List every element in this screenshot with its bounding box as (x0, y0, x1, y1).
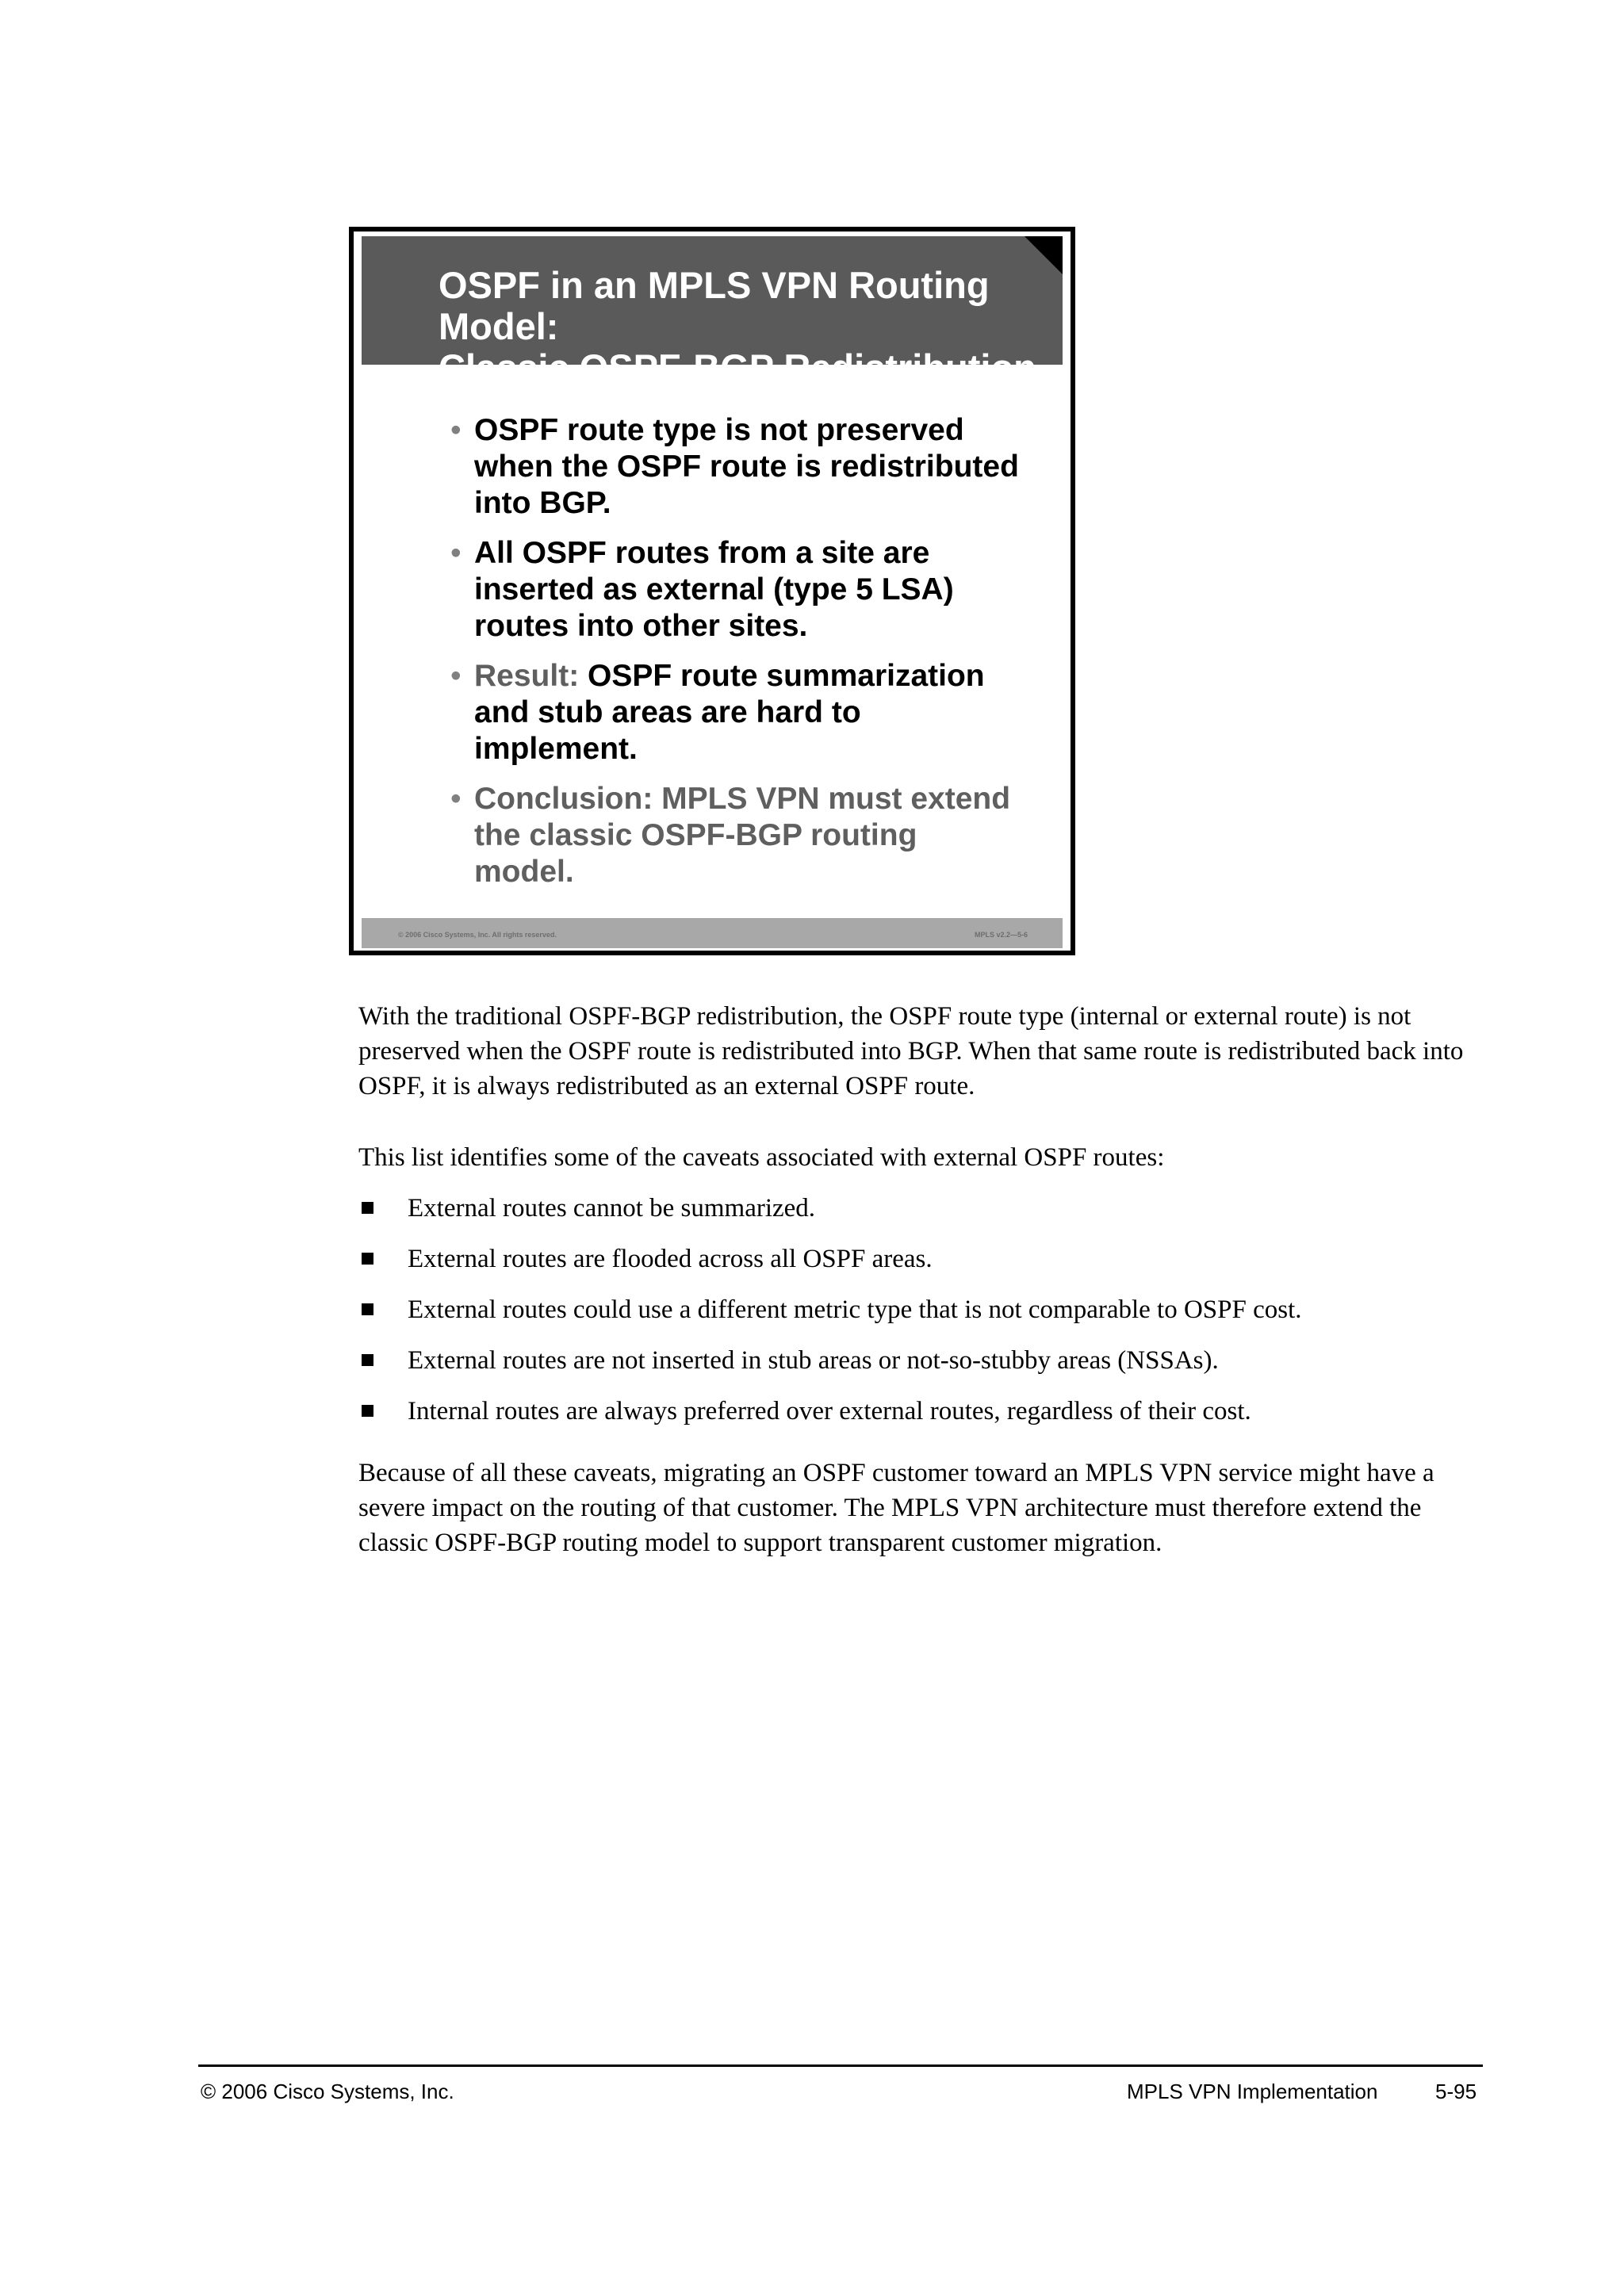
slide-footer (362, 918, 1063, 948)
footer-copyright: © 2006 Cisco Systems, Inc. (201, 2080, 454, 2103)
list-item (358, 1292, 1484, 1343)
bullet-dot: • (450, 659, 462, 693)
footer-page-number: 5-95 (1435, 2080, 1477, 2103)
slide-title (439, 265, 1057, 388)
slide-bullet-list (450, 412, 1021, 904)
slide-header (362, 236, 1063, 388)
slide-bullet (450, 781, 1021, 890)
slide-bullet-text: Conclusion: MPLS VPN must extend the classic OSPF-BGP routing model. (474, 782, 1011, 889)
square-bullet-icon (362, 1202, 373, 1214)
list-item-text: External routes are flooded across all OSPF areas. (408, 1245, 933, 1273)
slide-bullet-text: OSPF route type is not preserved when the OSPF route is redistributed into BGP. (474, 413, 1019, 520)
slide-bullet-text: OSPF route summarization and stub areas are hard to implement. (474, 659, 985, 766)
slide-title-line1: OSPF in an MPLS VPN Routing Model: (439, 264, 990, 347)
slide-bullet-text: All OSPF routes from a site are inserted as external (type 5 LSA) routes into other sites. (474, 536, 954, 643)
list-item-text: External routes cannot be summarized. (408, 1194, 816, 1223)
body-paragraph-list-intro: This list identifies some of the caveats associated with external OSPF routes: (358, 1143, 1165, 1172)
list-item (358, 1191, 1484, 1242)
square-bullet-icon (362, 1405, 373, 1417)
bullet-dot: • (450, 413, 462, 447)
slide-footer-code: MPLS v2.2—5-6 (974, 931, 1028, 939)
caveat-list (358, 1191, 1484, 1445)
slide-bullet (450, 658, 1021, 767)
slide-footer-copyright: © 2006 Cisco Systems, Inc. All rights reserved. (398, 931, 557, 939)
bullet-dot: • (450, 782, 462, 816)
bullet-dot: • (450, 536, 462, 570)
square-bullet-icon (362, 1253, 373, 1265)
list-item-text: Internal routes are always preferred over external routes, regardless of their cost. (408, 1397, 1251, 1425)
list-item-text: External routes are not inserted in stub areas or not-so-stubby areas (NSSAs). (408, 1346, 1219, 1375)
square-bullet-icon (362, 1354, 373, 1366)
list-item-text: External routes could use a different metric type that is not comparable to OSPF cost. (408, 1295, 1302, 1324)
footer-course-title: MPLS VPN Implementation (1127, 2080, 1378, 2103)
square-bullet-icon (362, 1303, 373, 1315)
slide-bullet-prefix: Result: (474, 659, 580, 693)
list-item (358, 1343, 1484, 1394)
list-item (358, 1242, 1484, 1292)
body-paragraph-conclusion: Because of all these caveats, migrating an OSPF customer toward an MPLS VPN service might have a severe impact on the routing of that customer. The MPLS VPN architecture must therefore extend the classic OSPF-BGP routing model to support transparent customer migration. (358, 1459, 1434, 1557)
list-item (358, 1394, 1484, 1445)
slide-title-line2: Classic OSPF-BGP Redistribution (439, 346, 1036, 388)
slide-image (349, 227, 1075, 955)
body-paragraph-intro: With the traditional OSPF-BGP redistribution, the OSPF route type (internal or external route) is not preserved when the OSPF route is redistributed into BGP. When that same route is redistributed back into OSPF, it is always redistributed as an external OSPF route. (358, 1002, 1464, 1100)
slide-bullet (450, 535, 1021, 645)
slide-bullet (450, 412, 1021, 522)
footer-divider (198, 2064, 1483, 2067)
